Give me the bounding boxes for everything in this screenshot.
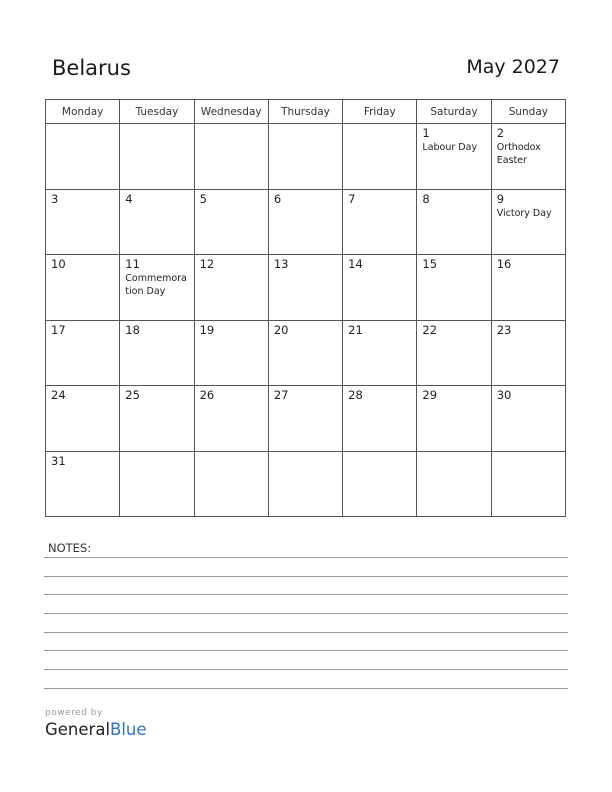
day-number: 4	[125, 191, 133, 206]
day-cell	[417, 386, 491, 452]
day-number: 13	[273, 257, 289, 271]
note-line	[44, 669, 568, 670]
day-number: 19	[199, 322, 215, 337]
brand-blue: Blue	[110, 720, 147, 739]
notes-label: NOTES:	[48, 541, 92, 555]
day-number: 9	[496, 191, 505, 206]
day-cell	[268, 255, 342, 321]
day-number: 27	[273, 388, 289, 402]
day-number: 18	[125, 322, 140, 337]
calendar-grid	[45, 99, 566, 517]
note-line	[44, 557, 568, 558]
week-row	[46, 255, 566, 321]
weekday-header-row	[46, 100, 566, 124]
day-cell	[120, 255, 194, 321]
day-number: 23	[496, 322, 512, 337]
weekday-friday: Friday	[343, 100, 417, 124]
day-cell	[491, 386, 565, 452]
holiday-label: Victory Day	[496, 207, 552, 219]
day-number: 25	[125, 388, 140, 402]
day-cell	[120, 189, 194, 255]
week-row	[46, 124, 566, 190]
day-cell	[120, 320, 194, 386]
day-cell	[491, 124, 565, 190]
day-cell	[417, 189, 491, 255]
day-cell	[417, 124, 491, 190]
day-number: 21	[348, 322, 363, 337]
day-number: 10	[51, 257, 66, 271]
day-cell	[46, 124, 120, 190]
day-cell	[417, 451, 491, 517]
day-cell	[343, 386, 417, 452]
day-cell	[268, 451, 342, 517]
holiday-label: Labour Day	[422, 142, 478, 153]
country-title: Belarus	[52, 56, 131, 80]
brand-general: General	[45, 720, 111, 739]
day-cell	[46, 320, 120, 386]
day-number: 15	[422, 257, 438, 271]
day-number: 5	[199, 191, 207, 206]
note-line	[44, 650, 568, 651]
day-cell	[194, 320, 268, 386]
day-cell	[194, 451, 268, 517]
weekday-tuesday: Tuesday	[120, 100, 194, 124]
day-cell	[491, 189, 565, 255]
day-number: 17	[51, 322, 66, 337]
weekday-thursday: Thursday	[268, 100, 342, 124]
powered-by-text: powered by	[45, 708, 103, 718]
note-line	[44, 688, 568, 689]
day-number: 3	[51, 191, 59, 206]
day-number: 30	[496, 388, 512, 402]
day-cell	[268, 124, 342, 190]
day-cell	[417, 320, 491, 386]
day-number: 2	[496, 126, 505, 140]
note-line	[44, 613, 568, 614]
note-line	[44, 594, 568, 595]
day-number: 14	[348, 257, 363, 271]
day-cell	[120, 451, 194, 517]
day-number: 26	[199, 388, 215, 402]
note-line	[44, 576, 568, 577]
day-cell	[343, 124, 417, 190]
week-row	[46, 320, 566, 386]
day-cell	[46, 189, 120, 255]
weekday-monday: Monday	[46, 100, 120, 124]
day-number: 12	[199, 257, 215, 271]
week-row	[46, 386, 566, 452]
day-number: 16	[496, 257, 512, 271]
day-cell	[194, 124, 268, 190]
day-number: 11	[125, 257, 140, 271]
brand-name	[45, 720, 147, 739]
day-number: 7	[348, 191, 356, 206]
day-number: 8	[422, 191, 430, 206]
week-row	[46, 451, 566, 517]
note-line	[44, 632, 568, 633]
day-cell	[268, 320, 342, 386]
day-cell	[46, 255, 120, 321]
day-cell	[46, 386, 120, 452]
day-number: 22	[422, 322, 438, 337]
day-number: 1	[422, 126, 430, 140]
day-number: 31	[51, 453, 66, 468]
day-number: 20	[273, 322, 289, 337]
day-cell	[491, 320, 565, 386]
weekday-wednesday: Wednesday	[194, 100, 268, 124]
day-cell	[343, 189, 417, 255]
day-cell	[268, 386, 342, 452]
day-cell	[194, 255, 268, 321]
day-number: 24	[51, 388, 66, 402]
day-cell	[417, 255, 491, 321]
holiday-label: Commemoration Day	[125, 273, 187, 297]
day-number: 28	[348, 388, 363, 402]
day-cell	[491, 451, 565, 517]
brand-logo	[45, 708, 147, 739]
day-cell	[343, 451, 417, 517]
day-cell	[194, 386, 268, 452]
holiday-label: Orthodox Easter	[496, 142, 541, 166]
day-number: 6	[273, 191, 282, 206]
day-cell	[120, 124, 194, 190]
weekday-saturday: Saturday	[417, 100, 491, 124]
week-row	[46, 189, 566, 255]
day-cell	[268, 189, 342, 255]
day-cell	[343, 320, 417, 386]
day-cell	[46, 451, 120, 517]
day-cell	[491, 255, 565, 321]
day-cell	[343, 255, 417, 321]
day-cell	[194, 189, 268, 255]
weekday-sunday: Sunday	[491, 100, 565, 124]
day-cell	[120, 386, 194, 452]
day-number: 29	[422, 388, 438, 402]
month-title: May 2027	[466, 56, 560, 78]
